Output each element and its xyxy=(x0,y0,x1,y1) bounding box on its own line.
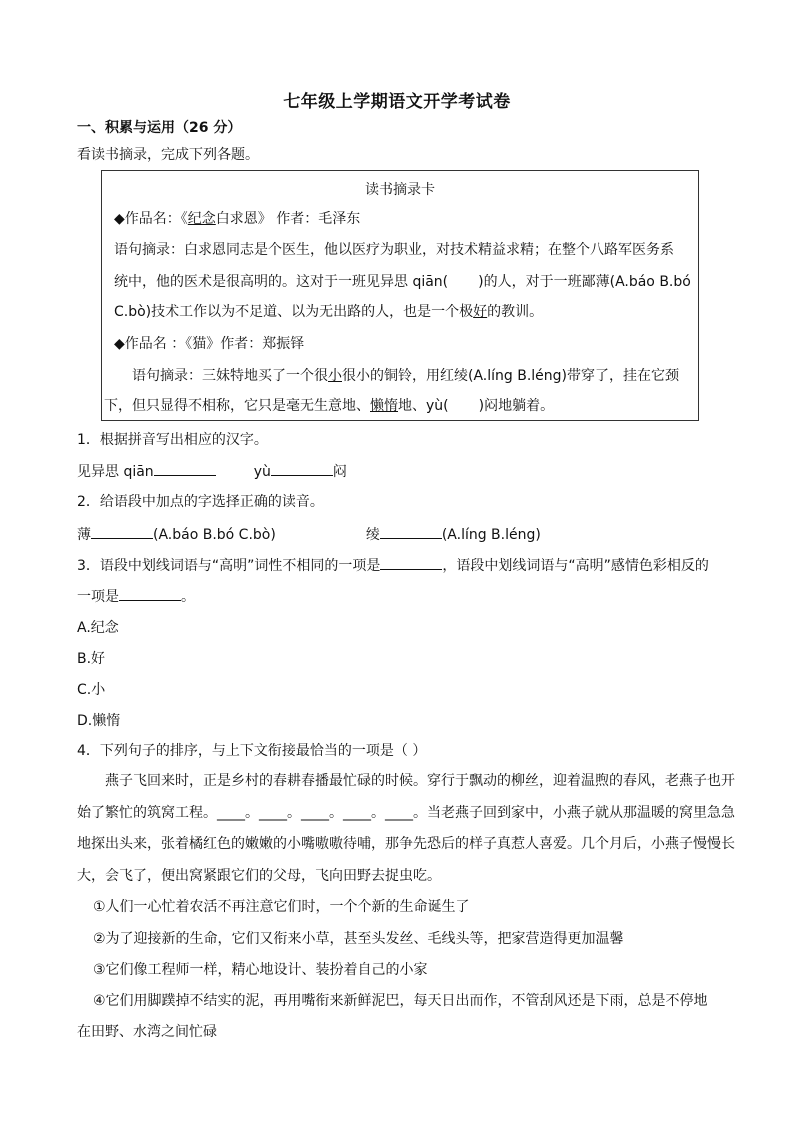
question-1-answers xyxy=(77,461,347,482)
q1-b-suffix: 闷 xyxy=(332,464,347,480)
quote1-text-d: 的教训。 xyxy=(487,304,544,320)
q2-a-label: 薄 xyxy=(77,527,91,543)
q3-text-d: 。 xyxy=(181,589,195,605)
reading-excerpt-card xyxy=(101,170,699,421)
sentence-item-4-continued: 在田野、水湾之间忙碌 xyxy=(77,1024,217,1040)
q1-a-label: 见异思 qiān xyxy=(77,464,154,480)
quote2-text: 语句摘录：三妹特地买了一个很 xyxy=(132,368,328,384)
question-4-passage xyxy=(77,766,747,892)
card-title: 读书摘录卡 xyxy=(365,182,435,198)
q2-b-label: 绫 xyxy=(365,527,380,543)
option-d[interactable]: D.懒惰 xyxy=(77,713,121,729)
sentence-item-1: ①人们一心忙着农活不再注意它们时，一个个新的生命诞生了 xyxy=(93,899,470,915)
q3-text-a: 3．语段中划线词语与“高明”词性不相同的一项是 xyxy=(77,558,381,574)
answer-blank[interactable] xyxy=(91,524,153,539)
underlined-word: 好 xyxy=(473,304,488,320)
sentence-item-2: ②为了迎接新的生命，它们又衔来小草，甚至头发丝、毛线头等，把家营造得更加温馨 xyxy=(93,931,624,947)
answer-blank[interactable] xyxy=(380,524,442,539)
quote1-text: 统中，他的医术是很高明的。这对于一班见异思 qiān( xyxy=(114,274,449,290)
answer-blank[interactable] xyxy=(380,555,442,570)
answer-blank[interactable] xyxy=(119,586,181,601)
card-quote-2-line-1 xyxy=(132,366,679,386)
q3-text-b: ，语段中划线词语与“高明”感情色彩相反的 xyxy=(442,558,709,574)
card-work-2: ◆作品名 ：《猫》作者：郑振铎 xyxy=(114,336,305,352)
answer-blank[interactable] xyxy=(154,461,216,476)
section-heading: 一、积累与运用（26 分） xyxy=(77,120,242,136)
quote2-text-d: 地、yù( xyxy=(398,398,449,414)
underlined-word: 小 xyxy=(328,368,342,384)
underlined-word: 懒惰 xyxy=(370,398,398,414)
work1-rest: 白求恩》 作者：毛泽东 xyxy=(215,211,361,227)
q1-b-label: yù xyxy=(253,464,271,480)
card-work-1 xyxy=(114,209,360,229)
quote1-text-c: C.bò)技术工作以为不足道、以为无出路的人，也是一个极 xyxy=(114,304,474,320)
question-2: 2．给语段中加点的字选择正确的读音。 xyxy=(77,494,324,510)
question-4: 4．下列句子的排序，与上下文衔接最恰当的一项是（ ） xyxy=(77,743,427,759)
quote2-text-c: 下，但只显得不相称，它只是毫无生意地、 xyxy=(104,398,370,414)
question-3-line-2 xyxy=(77,586,195,607)
q2-b-options: (A.líng B.léng) xyxy=(441,527,541,543)
card-quote-2-line-2 xyxy=(104,396,554,416)
q3-text-c: 一项是 xyxy=(77,589,119,605)
question-1: 1．根据拼音写出相应的汉字。 xyxy=(77,432,268,448)
quote1-text-b: )的人，对于一班鄙薄(A.báo B.bó xyxy=(478,274,691,290)
work1-prefix: ◆作品名：《 xyxy=(114,211,188,227)
quote2-text-e: )闷地躺着。 xyxy=(478,398,555,414)
sentence-item-4: ④它们用脚蹼掉不结实的泥，再用嘴衔来新鲜泥巴，每天日出而作，不管刮风还是下雨，总是不停地 xyxy=(93,993,708,1009)
answer-blank[interactable] xyxy=(271,461,333,476)
question-2-answers xyxy=(77,524,541,545)
card-quote-1-line-2 xyxy=(114,272,691,292)
sentence-item-3: ③它们像工程师一样，精心地设计、装扮着自己的小家 xyxy=(93,962,428,978)
page-title: 七年级上学期语文开学考试卷 xyxy=(283,92,511,112)
section-intro: 看读书摘录，完成下列各题。 xyxy=(77,147,259,163)
card-quote-1-line-1: 语句摘录：白求恩同志是个医生，他以医疗为职业，对技术精益求精；在整个八路军医务系 xyxy=(114,242,674,258)
option-b[interactable]: B.好 xyxy=(77,651,106,667)
card-quote-1-line-3 xyxy=(114,302,543,322)
q2-a-options: (A.báo B.bó C.bò) xyxy=(153,527,276,543)
quote2-text-b: 很小的铜铃，用红绫(A.líng B.léng)带穿了，挂在它颈 xyxy=(342,368,680,384)
option-a[interactable]: A.纪念 xyxy=(77,620,119,636)
question-3-line-1 xyxy=(77,555,709,576)
passage-paragraph: 燕子飞回来时，正是乡村的春耕春播最忙碌的时候。穿行于飘动的柳丝，迎着温煦的春风，老燕子也开始了繁忙的筑窝工程。____。____。____。____。____。当老燕子回到家中，小燕子就从那温暖的窝里急急地探出头来，张着橘红色的嫩嫩的小嘴嗷嗷待哺，那争先恐后的样子真惹人喜爱。几个月后，小燕子慢慢长大，会飞了，便出窝紧跟它们的父母，飞向田野去捉虫吃。 xyxy=(77,773,735,884)
underlined-word: 纪念 xyxy=(187,211,216,227)
option-c[interactable]: C.小 xyxy=(77,682,106,698)
